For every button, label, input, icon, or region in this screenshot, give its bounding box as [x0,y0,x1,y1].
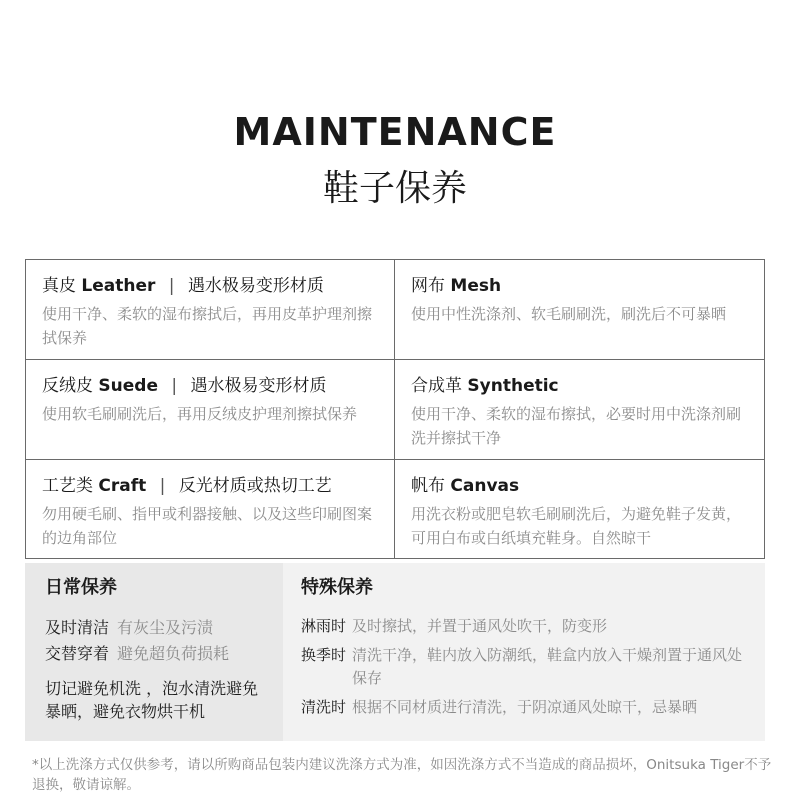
material-note: 遇水极易变形材质 [190,376,327,396]
list-item [301,696,753,719]
care-item-key: 换季时 [301,646,347,664]
material-description: 使用中性洗涤剂、软毛刷刷洗，刷洗后不可暴晒 [411,305,727,323]
material-name-en: Canvas [450,476,520,496]
care-item-value: 有灰尘及污渍 [117,618,214,637]
material-cell-synthetic [395,360,764,460]
material-heading [42,474,382,498]
material-name-cn: 合成革 [411,376,462,396]
list-item [45,615,283,641]
care-item-key: 淋雨时 [301,617,347,635]
special-care-title: 特殊保养 [301,577,373,598]
care-item-value: 清洗干净，鞋内放入防潮纸，鞋盒内放入干燥剂置于通风处保存 [352,646,743,687]
material-heading [411,474,752,498]
material-description: 用洗衣粉或肥皂软毛刷刷洗后，为避免鞋子发黄，可用白布或白纸填充鞋身。自然晾干 [411,505,742,547]
list-item [301,615,753,638]
material-name-en: Suede [98,376,158,396]
care-item-value: 避免超负荷损耗 [117,644,230,663]
material-name-en: Leather [81,276,156,296]
material-name-en: Craft [98,476,147,496]
page-title-en: MAINTENANCE [233,110,557,154]
daily-care-warning: 切记避免机洗 ，泡水清洗避免暴晒，避免衣物烘干机 [45,679,259,721]
material-cell-canvas [395,460,764,558]
material-description: 勿用硬毛刷、指甲或利器接触、以及这些印刷图案的边角部位 [42,505,373,547]
material-name-cn: 帆布 [411,476,445,496]
care-section [25,563,765,741]
material-cell-suede [26,360,395,460]
material-care-table [25,259,765,559]
material-cell-mesh [395,260,764,360]
material-cell-craft [26,460,395,558]
care-item-value: 根据不同材质进行清洗，于阴凉通风处晾干，忌暴晒 [352,698,698,716]
material-heading [411,374,752,398]
separator: | [171,376,178,396]
material-note: 反光材质或热切工艺 [178,476,332,496]
care-item-key: 交替穿着 [45,644,110,663]
material-name-en: Mesh [450,276,502,296]
material-description: 使用软毛刷刷洗后，再用反绒皮护理剂擦拭保养 [42,405,358,423]
daily-care-title: 日常保养 [45,577,117,598]
material-name-cn: 真皮 [42,276,76,296]
material-name-cn: 反绒皮 [42,376,93,396]
material-description: 使用干净、柔软的湿布擦拭后，再用皮革护理剂擦拭保养 [42,305,373,347]
material-note: 遇水极易变形材质 [187,276,324,296]
disclaimer-footnote: *以上洗涤方式仅供参考，请以所购商品包装内建议洗涤方式为准，如因洗涤方式不当造成的商品损坏，Onitsuka Tiger不予退换，敬请谅解。 [32,757,772,793]
material-name-cn: 网布 [411,276,445,296]
material-cell-leather [26,260,395,360]
special-care-panel [283,563,765,741]
separator: | [168,276,175,296]
material-name-en: Synthetic [467,376,559,396]
material-description: 使用干净、柔软的湿布擦拭，必要时用中洗涤剂刷洗并擦拭干净 [411,405,742,447]
material-name-cn: 工艺类 [42,476,93,496]
material-heading [42,274,382,298]
care-item-key: 及时清洁 [45,618,110,637]
page-title-cn: 鞋子保养 [322,168,467,209]
care-item-value: 及时擦拭，并置于通风处吹干，防变形 [352,617,608,635]
material-heading [411,274,752,298]
list-item [301,644,753,690]
separator: | [159,476,166,496]
list-item [45,641,283,667]
care-item-key: 清洗时 [301,698,347,716]
daily-care-panel [25,563,283,741]
material-heading [42,374,382,398]
